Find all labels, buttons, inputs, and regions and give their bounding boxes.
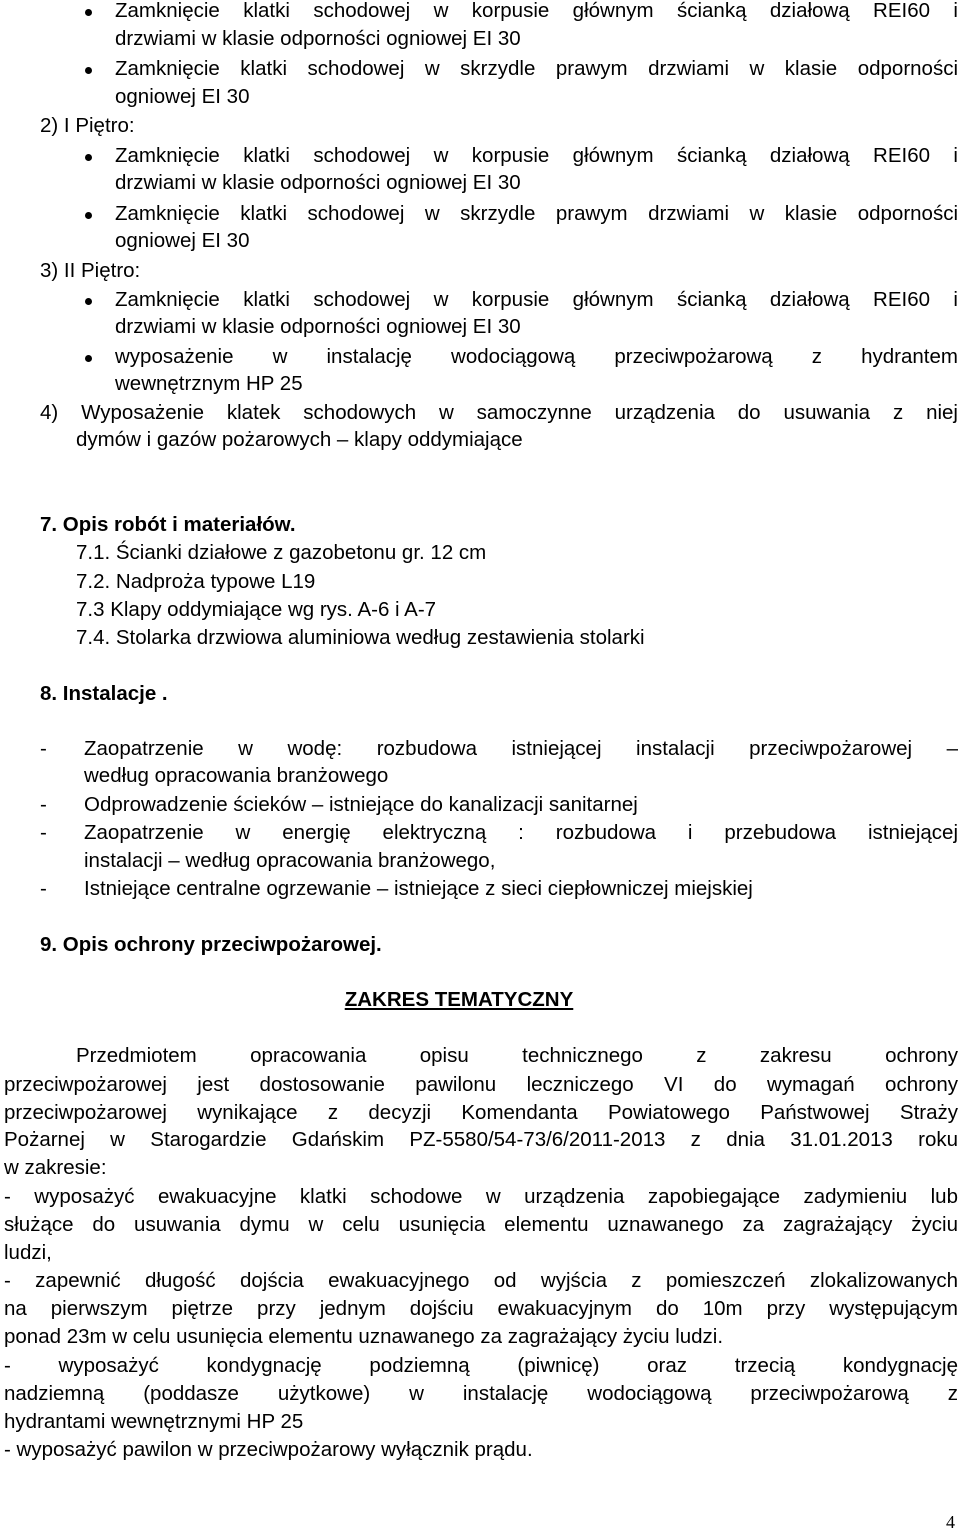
bullet-icon <box>85 154 92 161</box>
section-8-item-line: Istniejące centralne ogrzewanie – istniejące z sieci ciepłowniczej miejskiej <box>84 877 753 900</box>
dash-marker: - <box>40 877 47 900</box>
body-line: hydrantami wewnętrznymi HP 25 <box>4 1410 304 1433</box>
list-item-line: Zamknięcie klatki schodowej w korpusie głównym ścianką działową REI60 i <box>115 0 958 22</box>
section-8-title: 8. Instalacje . <box>40 682 168 705</box>
body-line: - wyposażyć ewakuacyjne klatki schodowe w urządzenia zapobiegające zadymieniu lub <box>4 1185 958 1208</box>
body-line: ludzi, <box>4 1241 52 1264</box>
bullet-icon <box>85 9 92 16</box>
body-line: Pożarnej w Starogardzie Gdańskim PZ-5580/54-73/6/2011-2013 z dnia 31.01.2013 roku <box>4 1128 958 1151</box>
bullet-icon <box>85 67 92 74</box>
list-item-line: wyposażenie w instalację wodociągową przeciwpożarową z hydrantem <box>115 345 958 368</box>
page-number: 4 <box>946 1512 955 1532</box>
body-line: Przedmiotem opracowania opisu technicznego z zakresu ochrony <box>76 1044 958 1067</box>
body-line: na pierwszym piętrze przy jednym dojściu ewakuacyjnym do 10m przy występującym <box>4 1297 958 1320</box>
section-7-item: 7.2. Nadproża typowe L19 <box>76 570 316 593</box>
body-line: przeciwpożarowej wynikające z decyzji Komendanta Powiatowego Państwowej Straży <box>4 1101 958 1124</box>
list-item-line: drzwiami w klasie odporności ogniowej EI 30 <box>115 27 521 50</box>
body-line: służące do usuwania dymu w celu usunięcia elementu uznawanego za zagrażający życiu <box>4 1213 958 1236</box>
body-line: ponad 23m w celu usunięcia elementu uznawanego za zagrażający życiu ludzi. <box>4 1325 724 1348</box>
list-item-line: ogniowej EI 30 <box>115 85 250 108</box>
list-item-line: ogniowej EI 30 <box>115 229 250 252</box>
bullet-icon <box>85 355 92 362</box>
bullet-icon <box>85 212 92 219</box>
floor1-heading: 2) I Piętro: <box>40 114 135 137</box>
dash-marker: - <box>40 821 47 844</box>
section-8-item-line: Zaopatrzenie w wodę: rozbudowa istniejącej instalacji przeciwpożarowej – <box>84 737 958 760</box>
section-8-item-line: Odprowadzenie ścieków – istniejące do kanalizacji sanitarnej <box>84 793 638 816</box>
body-line: - wyposażyć kondygnację podziemną (piwnicę) oraz trzecią kondygnację <box>4 1354 958 1377</box>
list-item-line: drzwiami w klasie odporności ogniowej EI 30 <box>115 315 521 338</box>
list-item-line: Zamknięcie klatki schodowej w korpusie głównym ścianką działową REI60 i <box>115 144 958 167</box>
list-item-line: Zamknięcie klatki schodowej w korpusie głównym ścianką działową REI60 i <box>115 288 958 311</box>
dash-marker: - <box>40 793 47 816</box>
item-4-line: dymów i gazów pożarowych – klapy oddymiające <box>76 428 523 451</box>
section-7-item: 7.1. Ścianki działowe z gazobetonu gr. 12 cm <box>76 541 487 564</box>
body-line: - zapewnić długość dojścia ewakuacyjnego od wyjścia z pomieszczeń zlokalizowanych <box>4 1269 958 1292</box>
section-9-subtitle: ZAKRES TEMATYCZNY <box>344 988 574 1011</box>
section-7-item: 7.4. Stolarka drzwiowa aluminiowa według zestawienia stolarki <box>76 626 645 649</box>
section-9-title: 9. Opis ochrony przeciwpożarowej. <box>40 933 382 956</box>
section-8-item-line: według opracowania branżowego <box>84 764 389 787</box>
bullet-icon <box>85 298 92 305</box>
body-line: nadziemną (poddasze użytkowe) w instalację wodociągową przeciwpożarową z <box>4 1382 958 1405</box>
section-7-item: 7.3 Klapy oddymiające wg rys. A-6 i A-7 <box>76 598 437 621</box>
floor2-heading: 3) II Piętro: <box>40 259 141 282</box>
body-line: w zakresie: <box>4 1156 107 1179</box>
item-4-line: 4) Wyposażenie klatek schodowych w samoczynne urządzenia do usuwania z niej <box>40 401 958 424</box>
list-item-line: Zamknięcie klatki schodowej w skrzydle prawym drzwiami w klasie odporności <box>115 57 958 80</box>
section-8-item-line: instalacji – według opracowania branżowego, <box>84 849 496 872</box>
list-item-line: Zamknięcie klatki schodowej w skrzydle prawym drzwiami w klasie odporności <box>115 202 958 225</box>
section-8-item-line: Zaopatrzenie w energię elektryczną : rozbudowa i przebudowa istniejącej <box>84 821 958 844</box>
list-item-line: drzwiami w klasie odporności ogniowej EI 30 <box>115 171 521 194</box>
body-line: - wyposażyć pawilon w przeciwpożarowy wyłącznik prądu. <box>4 1438 533 1461</box>
dash-marker: - <box>40 737 47 760</box>
body-line: przeciwpożarowej jest dostosowanie pawilonu leczniczego VI do wymagań ochrony <box>4 1073 958 1096</box>
list-item-line: wewnętrznym HP 25 <box>115 372 303 395</box>
section-7-title: 7. Opis robót i materiałów. <box>40 513 296 536</box>
